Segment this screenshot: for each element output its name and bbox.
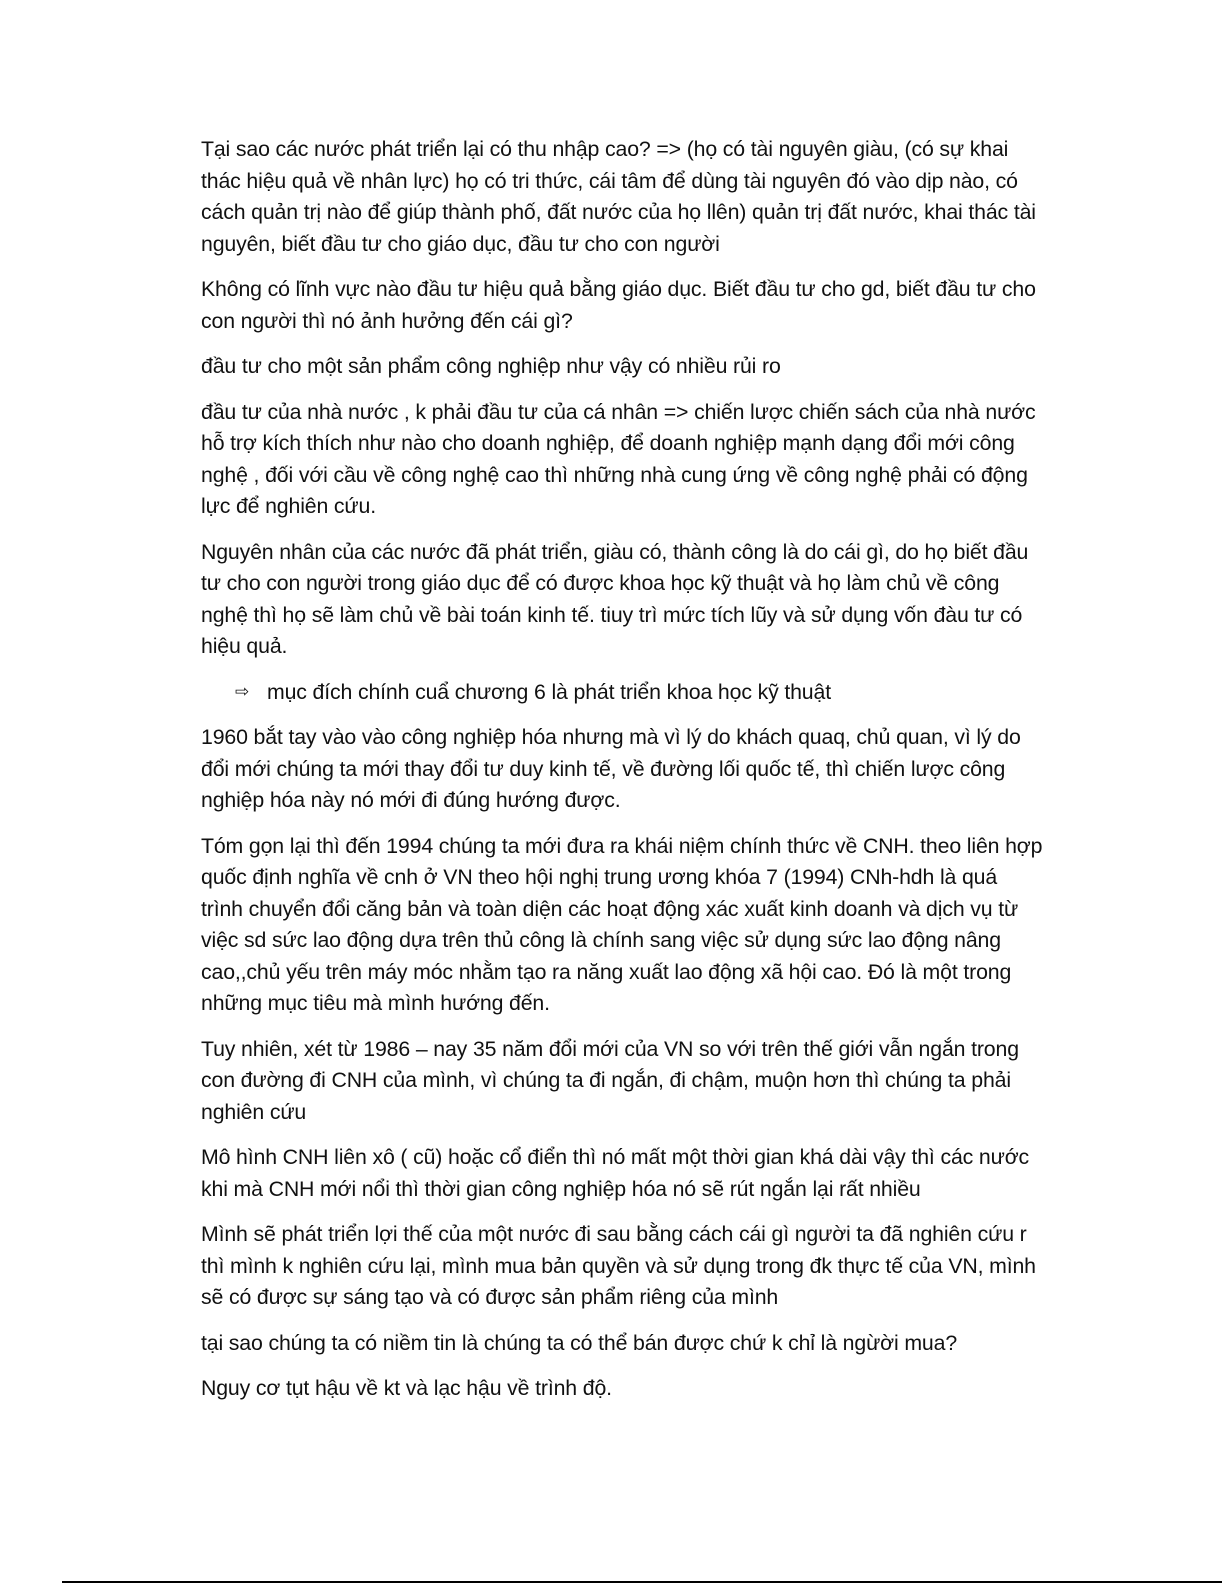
paragraph-6: 1960 bắt tay vào vào công nghiệp hóa nhưng mà vì lý do khách quaq, chủ quan, vì lý do đổi mới chúng ta mới thay đổi tư duy kinh tế, về đường lối quốc tế, thì chiến lược công nghiệp hóa này nó mới đi đúng hướng được. — [201, 725, 1021, 812]
paragraph-10: Mình sẽ phát triển lợi thế của một nước đi sau bằng cách cái gì người ta đã nghiên cứu r thì mình k nghiên cứu lại, mình mua bản quyền và sử dụng trong đk thực tế của VN, mình sẽ có được sự sáng tạo và có được sản phẩm riêng của mình — [201, 1222, 1036, 1309]
paragraph-8: Tuy nhiên, xét từ 1986 – nay 35 năm đổi mới của VN so với trên thế giới vẫn ngắn trong con đường đi CNH của mình, vì chúng ta đi ngắn, đi chậm, muộn hơn thì chúng ta phải nghiên cứu — [201, 1036, 1019, 1124]
paragraph-4: đầu tư của nhà nước , k phải đầu tư của cá nhân => chiến lược chiến sách của nhà nước hỗ trợ kích thích như nào cho doanh nghiệp, để doanh nghiệp mạnh dạng đổi mới công nghệ , đối với cầu về công nghệ cao thì những nhà cung ứng về công nghệ phải có động lực để nghiên cứu. — [201, 399, 1036, 518]
paragraph-2: Không có lĩnh vực nào đầu tư hiệu quả bằng giáo dục. Biết đầu tư cho gd, biết đầu tư cho con người thì nó ảnh hưởng đến cái gì? — [201, 277, 1036, 333]
paragraph-1: Tại sao các nước phát triển lại có thu nhập cao? => (họ có tài nguyên giàu, (có sự khai thác hiệu quả về nhân lực) họ có tri thức, cái tâm để dùng tài nguyên đó vào dịp nào, có cách quản trị nào để giúp thành phố, đất nước của họ llên) quản trị đất nước, khai thác tài nguyên, biết đầu tư cho giáo dục, đầu tư cho con người — [201, 137, 1036, 256]
paragraph-7: Tóm gọn lại thì đến 1994 chúng ta mới đưa ra khái niệm chính thức về CNH. theo liên hợp quốc định nghĩa về cnh ở VN theo hội nghị trung ương khóa 7 (1994) CNh-hdh là quá trình chuyển đổi căng bản và toàn diện các hoạt động xác xuất kinh doanh và dịch vụ từ việc sd sức lao động dựa trên thủ công là chính sang việc sử dụng sức lao động nâng cao,,chủ yếu trên máy móc nhằm tạo ra năng xuất lao động xã hội cao. Đó là một trong những mục tiêu mà mình hướng đến. — [201, 833, 1043, 1015]
page-bottom-divider — [62, 1581, 1222, 1583]
bullet-text: mục đích chính cuẩ chương 6 là phát triển khoa học kỹ thuật — [267, 679, 831, 704]
paragraph-12: Nguy cơ tụt hậu về kt và lạc hậu về trình độ. — [201, 1376, 612, 1400]
bullet-item — [201, 677, 1043, 709]
paragraph-9: Mô hình CNH liên xô ( cũ) hoặc cổ điển thì nó mất một thời gian khá dài vậy thì các nước khi mà CNH mới nổi thì thời gian công nghiệp hóa nó sẽ rút ngắn lại rất nhiều — [201, 1145, 1030, 1201]
arrow-bullet-icon: ⇨ — [235, 681, 250, 702]
document-body — [201, 134, 1043, 1419]
paragraph-5: Nguyên nhân của các nước đã phát triển, giàu có, thành công là do cái gì, do họ biết đầu tư cho con người trong giáo dục để có được khoa học kỹ thuật và họ làm chủ về công nghệ thì họ sẽ làm chủ về bài toán kinh tế. tiuy trì mức tích lũy và sử dụng vốn đàu tư có hiệu quả. — [201, 539, 1029, 658]
paragraph-11: tại sao chúng ta có niềm tin là chúng ta có thể bán được chứ k chỉ là ngừời mua? — [201, 1330, 958, 1355]
paragraph-3: đầu tư cho một sản phẩm công nghiệp như vậy có nhiều rủi ro — [201, 354, 781, 378]
